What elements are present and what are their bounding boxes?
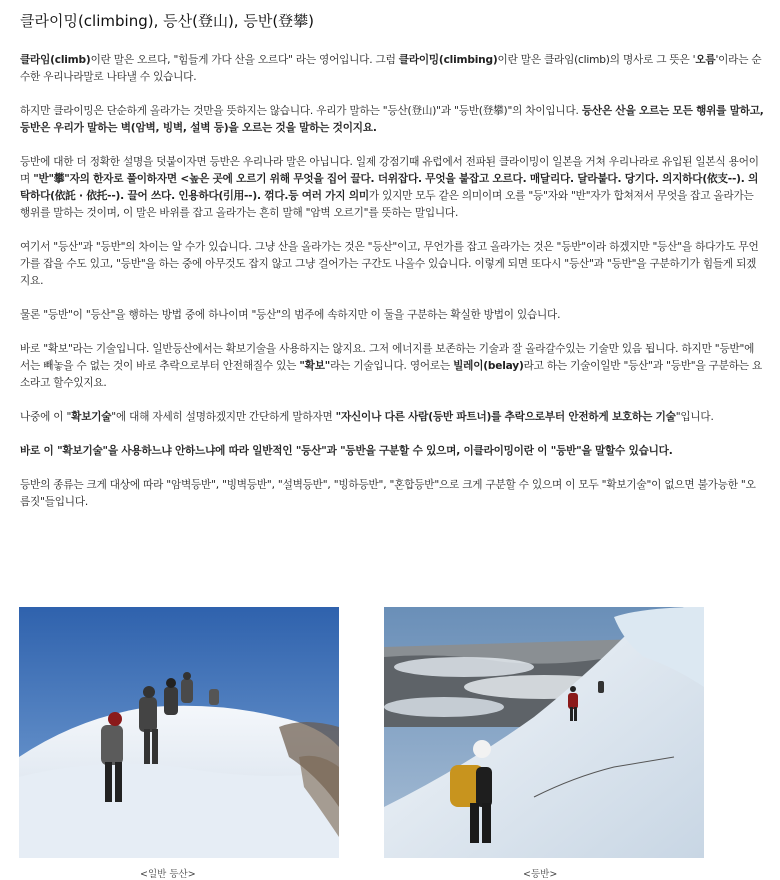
hiking-image [19, 607, 339, 858]
bold-text: 오름 [695, 54, 716, 66]
text: "에 대해 자세히 설명하겠지만 간단하게 말하자면 [111, 411, 336, 423]
paragraph-5: 물론 "등반"이 "등산"을 행하는 방법 중에 하나이며 "등산"의 범주에 속하지만 이 둘을 구분하는 확실한 방법이 있습니다. [20, 309, 561, 321]
paragraph-6 [20, 341, 764, 392]
bold-text: 클라임(climb) [20, 54, 91, 66]
paragraph-2 [20, 103, 764, 137]
text: 라고 하는 기술이일반 "등산"과 "등반"을 구분하는 요소라고 할수있지요. [20, 360, 763, 389]
bold-text: "확보" [299, 360, 331, 372]
bold-text: 바로 이 "확보기술"을 사용하느냐 안하느냐에 따라 일반적인 "등산"과 "등반을 구분할 수 있으며, 이클라이밍이란 이 "등반"을 말할수 있습니다. [20, 445, 673, 457]
bold-text: 확보기술 [71, 411, 112, 423]
caption-general-hiking: <일반 등산> [140, 869, 196, 880]
text: 바로 "확보"라는 기술입니다. 일반등산에서는 확보기술을 사용하지는 않지요. 그저 에너지를 보존하는 기술과 잘 올라갈수있는 기술만 있음 됩니다. 하지만 "등반"에서는 빼놓을 수 없는 것이 바로 추락으로부터 안전해질수 있는 [20, 343, 755, 372]
paragraph-8 [20, 443, 764, 460]
photo-general-hiking [19, 607, 339, 858]
text: 가 있지만 모두 같은 의미이며 오를 "등"자와 "반"자가 합쳐져서 무엇을 잡고 올라가는 행위를 말하는 것이며, 이 말은 바위를 잡고 올라가는 흔히 말해 "암벽 오르기"를 뜻하는 말입니다. [20, 190, 754, 219]
text: "입니다. [675, 411, 714, 423]
paragraph-7 [20, 409, 764, 426]
text: 나중에 이 " [20, 411, 72, 423]
article-body [20, 52, 764, 528]
paragraph-1 [20, 52, 764, 86]
page-title: 클라이밍(climbing), 등산(登山), 등반(登攀) [20, 12, 315, 30]
caption-climbing: <등반> [523, 869, 558, 880]
climbing-image [384, 607, 704, 858]
text: '이라는 순수한 우리나라말로 나타낼 수 있습니다. [20, 54, 762, 83]
text: 이란 말은 오르다, "힘들게 가다 산을 오르다" 라는 영어입니다. 그럼 [90, 54, 399, 66]
paragraph-9: 등반의 종류는 크게 대상에 따라 "암벽등반", "빙벽등반", "설벽등반", "빙하등반", "혼합등반"으로 크게 구분할 수 있으며 이 모두 "확보기술"이 없으면 불가능한 "오름짓"들입니다. [20, 479, 756, 508]
paragraph-4: 여기서 "등산"과 "등반"의 차이는 알 수가 있습니다. 그냥 산을 올라가는 것은 "등산"이고, 무언가를 잡고 올라가는 것은 "등반"이라 하겠지만 "등산"을 하다가도 무언가를 잡을 수도 있고, "등반"을 하는 중에 아무것도 잡지 않고 그냥 걸어가는 구간도 나올수 있습니다. 이렇게 되면 또다시 "등산"과 "등반"을 구분하기가 힘들게 되겠지요. [20, 241, 759, 287]
photo-climbing [384, 607, 704, 858]
bold-text: "반"攀"자의 한자로 풀이하자면 <높은 곳에 오르기 위해 무엇을 집어 끌다. 더위잡다. 무엇을 붙잡고 오르다. 매달리다. 달라붙다. 당기다. 의지하다(依支--). 의탁하다(依託 · 依托--). 끌어 쓰다. 인용하다(引用--). 꺾다.등 여러 가지 의미 [20, 173, 759, 202]
text: 하지만 클라이밍은 단순하게 올라가는 것만을 뜻하지는 않습니다. 우리가 말하는 "등산(登山)"과 "등반(登攀)"의 차이입니다. [20, 105, 582, 117]
text: 등반에 대한 더 정확한 설명을 덧붙이자면 등반은 우리나라 말은 아닙니다. 일제 강점기때 유럽에서 전파된 클라이밍이 일본을 거쳐 우리나라로 유입된 일본식 용어이며 [20, 156, 759, 185]
bold-text: "자신이나 다른 사람(등반 파트너)를 추락으로부터 안전하게 보호하는 기술 [335, 411, 676, 423]
bold-text: 클라이밍(climbing) [398, 54, 498, 66]
bold-text: 등산은 산을 오르는 모든 행위를 말하고, 등반은 우리가 말하는 벽(암벽, 빙벽, 설벽 등)을 오르는 것을 말하는 것이지요. [20, 105, 764, 134]
text: 라는 기술입니다. 영어로는 [330, 360, 454, 372]
text: 이란 말은 클라임(climb)의 명사로 그 뜻은 ' [497, 54, 696, 66]
paragraph-3 [20, 154, 764, 222]
bold-text: 빌레이(belay) [453, 360, 524, 372]
